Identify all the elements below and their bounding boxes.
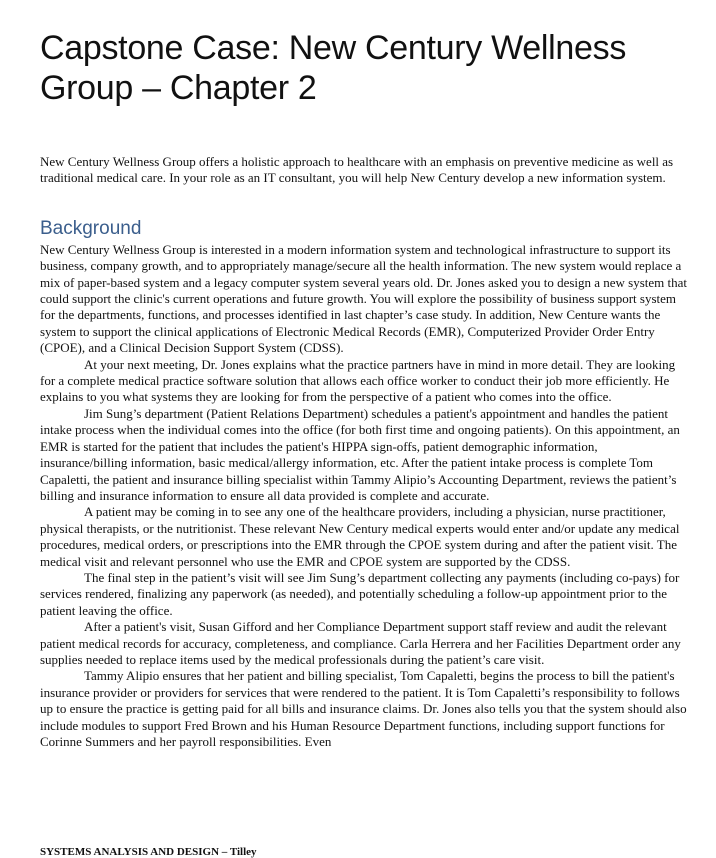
document-page <box>40 24 688 750</box>
background-paragraph-5: The final step in the patient’s visit will see Jim Sung’s department collecting any payments (including co-pays) for services rendered, finalizing any paperwork (as needed), and potentially scheduling a follow-up appointment prior to the patient leaving the office. <box>40 569 680 618</box>
background-paragraph-4: A patient may be coming in to see any one of the healthcare providers, including a physician, nurse practitioner, physical therapists, or the nutritionist. These relevant New Century medical experts would enter and/or update any medical procedures, medical orders, or prescriptions into the EMR through the CPOE system during and after the patient visit. The medical visit and relevant personnel who use the EMR and CPOE system are supported by the CDSS. <box>40 504 680 569</box>
page-title: Capstone Case: New Century Wellness Group – Chapter 2 <box>40 29 627 107</box>
page-footer: SYSTEMS ANALYSIS AND DESIGN – Tilley <box>40 846 257 858</box>
background-paragraph-2: At your next meeting, Dr. Jones explains what the practice partners have in mind in more detail. They are looking for a complete medical practice software solution that allows each office worker to conduct their job more efficiently. He explains to you what systems they are looking for from the perspective of a patient who comes into the office. <box>40 356 676 405</box>
background-paragraph-7: Tammy Alipio ensures that her patient and billing specialist, Tom Capaletti, begins the process to bill the patient's insurance provider or providers for services that were rendered to the patient. It is Tom Capaletti’s responsibility to follows up to ensure the practice is getting paid for all bills and insurance claims. Dr. Jones also tells you that the system should also include modules to support Fred Brown and his Human Resource Department functions, including support functions for Corinne Summers and her payroll responsibilities. Even <box>40 668 687 749</box>
background-paragraph-1: New Century Wellness Group is interested in a modern information system and technological infrastructure to support its business, company growth, and to appropriately manage/secure all the health information. The new system would replace a mix of paper-based system and a legacy computer system several years old. Dr. Jones asked you to design a new system that could support the clinic's current operations and future growth. You will explore the possibility of business support system for the departments, functions, and processes identified in last chapter’s case study. In addition, New Centure wants the system to support the clinical applications of Electronic Medical Records (EMR), Computerized Provider Order Entry (CPOE), and a Clinical Decision Support System (CDSS). <box>40 241 688 356</box>
background-paragraph-6: After a patient's visit, Susan Gifford and her Compliance Department support staff review and audit the relevant patient medical records for accuracy, completeness, and compliance. Carla Herrera and her Facilities Department order any supplies needed to replace items used by the medical professionals during the patient’s care visit. <box>40 619 681 667</box>
background-paragraph-3: Jim Sung’s department (Patient Relations Department) schedules a patient's appointment and handles the patient intake process when the individual comes into the office (for both first time and ongoing patients). On this appointment, an EMR is started for the patient that includes the patient's HIPPA sign-offs, patient demographic information, insurance/billing information, basic medical/allergy information, etc. After the patient intake process is complete Tom Capaletti, the patient and insurance billing specialist within Tammy Alipio’s Accounting Department, reviews the patient’s billing and insurance information to ensure all data provided is complete and accurate. <box>40 405 680 503</box>
background-heading: Background <box>40 217 142 239</box>
intro-paragraph: New Century Wellness Group offers a holistic approach to healthcare with an emphasis on preventive medicine as well as traditional medical care. In your role as an IT consultant, you will help New Century develop a new information system. <box>40 154 674 186</box>
